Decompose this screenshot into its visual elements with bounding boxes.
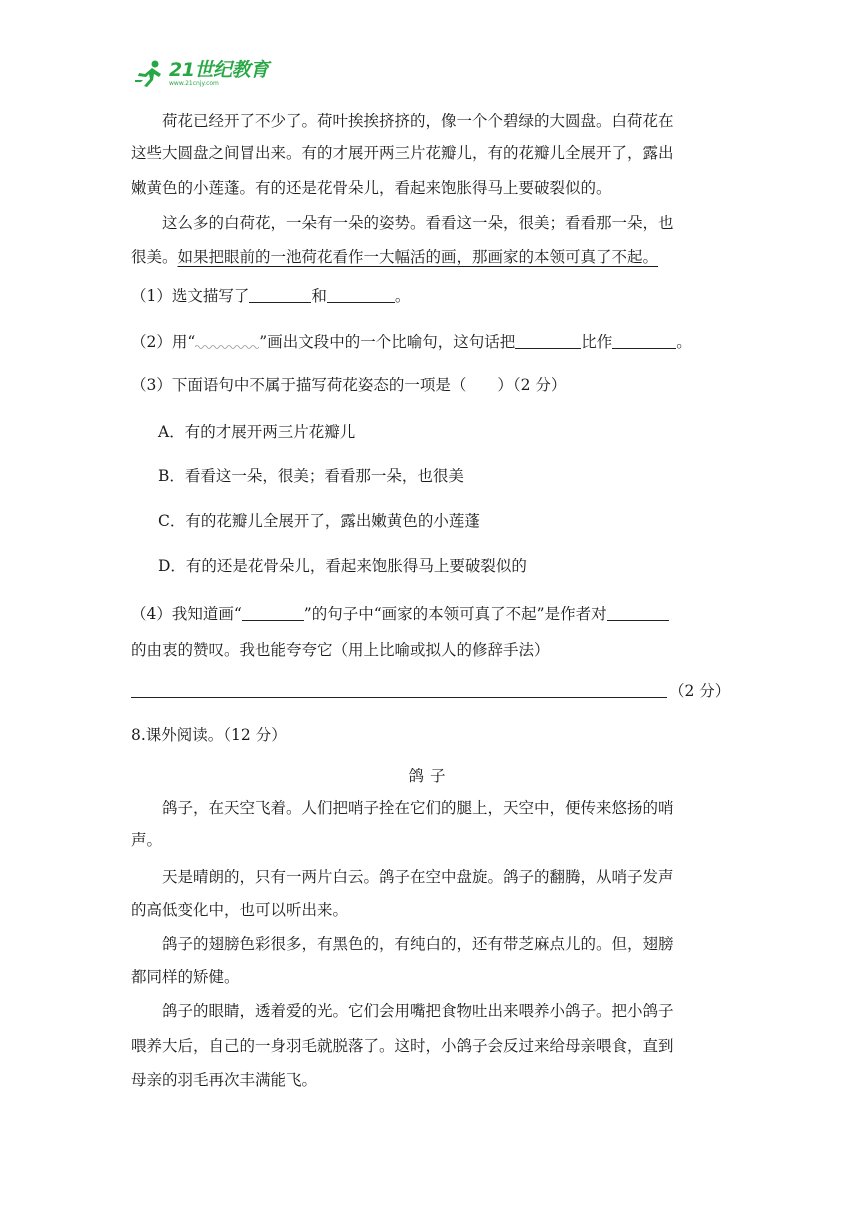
option-d[interactable]: D．有的还是花骨朵儿，看起来饱胀得马上要破裂似的	[158, 557, 527, 575]
question-4-text-a: （4）我知道画“	[131, 605, 242, 623]
passage1-line-3: 嫩黄色的小莲蓬。有的还是花骨朵儿，看起来饱胀得马上要破裂似的。	[131, 179, 612, 197]
answer-blank-2a[interactable]	[515, 332, 581, 349]
question-1-text-c: 。	[394, 287, 411, 305]
question-2-text-a: （2）用“	[131, 333, 196, 351]
logo-text: 21世纪教育	[169, 59, 269, 81]
question-4-line-2: 的由衷的赞叹。我也能夸夸它（用上比喻或拟人的修辞手法）	[131, 641, 550, 659]
section-8-heading: 8.课外阅读。（12 分）	[131, 726, 287, 744]
passage1-line-5	[131, 246, 658, 268]
question-2-text-c: 比作	[581, 333, 613, 351]
passage2-line-9: 母亲的羽毛再次丰满能飞。	[131, 1071, 318, 1089]
answer-blank-4b[interactable]	[607, 604, 669, 621]
question-4	[131, 603, 669, 625]
answer-line-4[interactable]	[131, 697, 667, 698]
question-2	[131, 331, 692, 353]
question-2-text-b: ”画出文段中的一个比喻句，这句话把	[259, 333, 516, 351]
passage2-line-8: 喂养大后，自己的一身羽毛就脱落了。这时，小鸽子会反过来给母亲喂食，直到	[131, 1037, 674, 1055]
passage2-line-5: 鸽子的翅膀色彩很多，有黑色的，有纯白的，还有带芝麻点儿的。但，翅膀	[162, 935, 674, 953]
option-c[interactable]: C．有的花瓣儿全展开了，露出嫩黄色的小莲蓬	[158, 512, 480, 530]
question-1-text-a: （1）选文描写了	[131, 287, 250, 305]
answer-blank-2b[interactable]	[612, 332, 676, 349]
passage2-line-4: 的高低变化中，也可以听出来。	[131, 901, 349, 919]
passage2-line-1: 鸽子，在天空飞着。人们把哨子拴在它们的腿上，天空中，便传来悠扬的哨	[162, 799, 674, 817]
logo	[135, 60, 268, 88]
passage1-line-1: 荷花已经开了不少了。荷叶挨挨挤挤的，像一个个碧绿的大圆盘。白荷花在	[162, 112, 674, 130]
passage2-line-6: 都同样的矫健。	[131, 968, 240, 986]
answer-blank-1b[interactable]	[327, 286, 395, 303]
passage-title: 鸽子	[408, 767, 452, 785]
question-1	[131, 285, 410, 307]
question-4-text-b: ”的句子中“画家的本领可真了不起”是作者对	[303, 605, 607, 623]
runner-logo-icon	[135, 60, 165, 88]
passage2-line-3: 天是晴朗的，只有一两片白云。鸽子在空中盘旋。鸽子的翻腾，从哨子发声	[162, 868, 674, 886]
question-4-points: （2 分）	[669, 682, 731, 700]
passage1-line-5-start: 很美。	[131, 248, 178, 266]
passage1-line-4: 这么多的白荷花，一朵有一朵的姿势。看看这一朵，很美；看看那一朵，也	[162, 214, 674, 232]
question-3-stem: （3）下面语句中不属于描写荷花姿态的一项是（ ）（2 分）	[131, 376, 567, 394]
answer-blank-4a[interactable]	[242, 604, 304, 621]
question-2-text-d: 。	[676, 333, 692, 351]
underlined-sentence: 如果把眼前的一池荷花看作一大幅活的画，那画家的本领可真了不起。	[177, 248, 659, 266]
passage2-line-7: 鸽子的眼睛，透着爱的光。它们会用嘴把食物吐出来喂养小鸽子。把小鸽子	[162, 1002, 674, 1020]
option-b[interactable]: B．看看这一朵，很美；看看那一朵，也很美	[158, 467, 464, 485]
passage2-line-2: 声。	[131, 831, 163, 849]
option-a[interactable]: A．有的才展开两三片花瓣儿	[158, 423, 356, 441]
wavy-line-icon	[195, 335, 259, 351]
question-1-text-b: 和	[311, 287, 327, 305]
passage1-line-2: 这些大圆盘之间冒出来。有的才展开两三片花瓣儿，有的花瓣儿全展开了，露出	[131, 144, 674, 162]
logo-url: www.21cnjy.com	[169, 80, 219, 87]
answer-blank-1a[interactable]	[249, 286, 311, 303]
